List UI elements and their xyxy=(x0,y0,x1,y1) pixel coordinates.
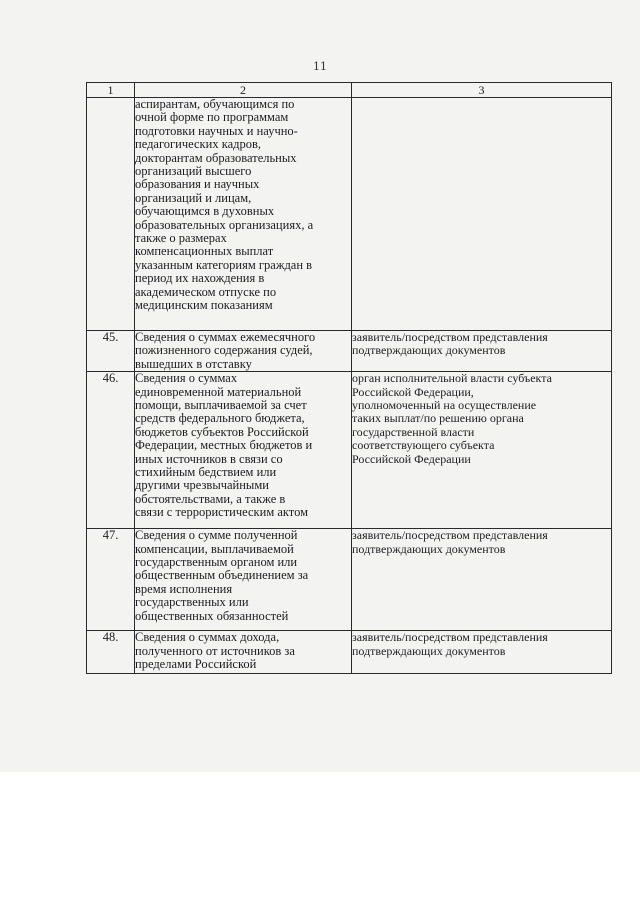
cell-line: общественным объединением за xyxy=(135,568,309,583)
cell-line: бюджетов субъектов Российской xyxy=(135,424,309,439)
row-description xyxy=(135,529,352,631)
cell-line: пожизненного содержания судей, xyxy=(135,343,313,358)
cell-line: образования и научных xyxy=(135,177,260,192)
cell-line: иных источников в связи со xyxy=(135,451,283,466)
cell-line: указанным категориям граждан в xyxy=(135,257,313,272)
cell-line: организаций и лицам, xyxy=(135,190,252,205)
row-number: 46. xyxy=(87,372,135,529)
table-row xyxy=(87,372,612,529)
cell-line: государственной власти xyxy=(352,424,475,439)
cell-line: заявитель/посредством представления xyxy=(352,528,548,543)
cell-line: медицинским показаниям xyxy=(135,298,273,313)
table-row xyxy=(87,98,612,331)
cell-line: Федерации, местных бюджетов и xyxy=(135,438,313,453)
cell-line: очной форме по программам xyxy=(135,110,289,125)
data-table xyxy=(86,82,612,674)
cell-line: компенсации, выплачиваемой xyxy=(135,541,294,556)
row-source xyxy=(352,98,612,331)
row-source xyxy=(352,529,612,631)
cell-line: академическом отпуске по xyxy=(135,284,277,299)
cell-line: таких выплат/по решению органа xyxy=(352,411,524,426)
row-source xyxy=(352,631,612,674)
cell-line: общественных обязанностей xyxy=(135,608,289,623)
cell-line: орган исполнительной власти субъекта xyxy=(352,371,552,386)
cell-line: Сведения о суммах ежемесячного xyxy=(135,330,316,344)
cell-line: государственных или xyxy=(135,595,249,610)
cell-line: организаций высшего xyxy=(135,164,252,179)
row-number xyxy=(87,98,135,331)
table-row xyxy=(87,331,612,372)
row-description xyxy=(135,631,352,674)
cell-line: уполномоченный на осуществление xyxy=(352,398,537,413)
cell-line: образовательных организациях, а xyxy=(135,217,314,232)
row-source xyxy=(352,372,612,529)
cell-line: Российской Федерации xyxy=(352,451,471,466)
cell-line: подтверждающих документов xyxy=(352,541,506,556)
cell-line: обучающимся в духовных xyxy=(135,204,275,219)
cell-line: связи с террористическим актом xyxy=(135,505,309,520)
table-body xyxy=(87,98,612,674)
cell-line: аспирантам, обучающимся по xyxy=(135,97,295,111)
cell-line: соответствующего субъекта xyxy=(352,438,495,453)
row-number: 47. xyxy=(87,529,135,631)
cell-line: период их нахождения в xyxy=(135,271,265,286)
column-header-3: 3 xyxy=(352,83,612,98)
row-number: 45. xyxy=(87,331,135,372)
row-description xyxy=(135,98,352,331)
cell-line: государственным органом или xyxy=(135,555,298,570)
table-row xyxy=(87,631,612,674)
cell-line: Сведения о сумме полученной xyxy=(135,528,298,543)
cell-line: другими чрезвычайными xyxy=(135,478,269,493)
cell-line: заявитель/посредством представления xyxy=(352,330,548,344)
cell-line: время исполнения xyxy=(135,581,233,596)
row-source xyxy=(352,331,612,372)
column-header-2: 2 xyxy=(135,83,352,98)
page-number: 11 xyxy=(313,60,327,73)
cell-line: единовременной материальной xyxy=(135,384,302,399)
cell-line: докторантам образовательных xyxy=(135,150,297,165)
cell-line: обстоятельствами, а также в xyxy=(135,491,286,506)
cell-line: пределами Российской xyxy=(135,657,257,672)
column-header-1: 1 xyxy=(87,83,135,98)
row-description xyxy=(135,372,352,529)
cell-line: помощи, выплачиваемой за счет xyxy=(135,398,307,413)
cell-line: Сведения о суммах xyxy=(135,371,238,386)
row-number: 48. xyxy=(87,631,135,674)
cell-line: подготовки научных и научно- xyxy=(135,123,298,138)
cell-line: Российской Федерации, xyxy=(352,384,474,399)
cell-line: вышедших в отставку xyxy=(135,356,252,371)
table-row xyxy=(87,529,612,631)
cell-line: также о размерах xyxy=(135,231,227,246)
row-description xyxy=(135,331,352,372)
cell-line: педагогических кадров, xyxy=(135,137,262,152)
cell-line: компенсационных выплат xyxy=(135,244,274,259)
cell-line: Сведения о суммах дохода, xyxy=(135,630,280,645)
table-header-row xyxy=(87,83,612,98)
cell-line: подтверждающих документов xyxy=(352,343,506,358)
cell-line: средств федерального бюджета, xyxy=(135,411,305,426)
cell-line: полученного от источников за xyxy=(135,643,295,658)
cell-line: подтверждающих документов xyxy=(352,643,506,658)
cell-line: стихийным бедствием или xyxy=(135,465,277,480)
cell-line: заявитель/посредством представления xyxy=(352,630,548,645)
